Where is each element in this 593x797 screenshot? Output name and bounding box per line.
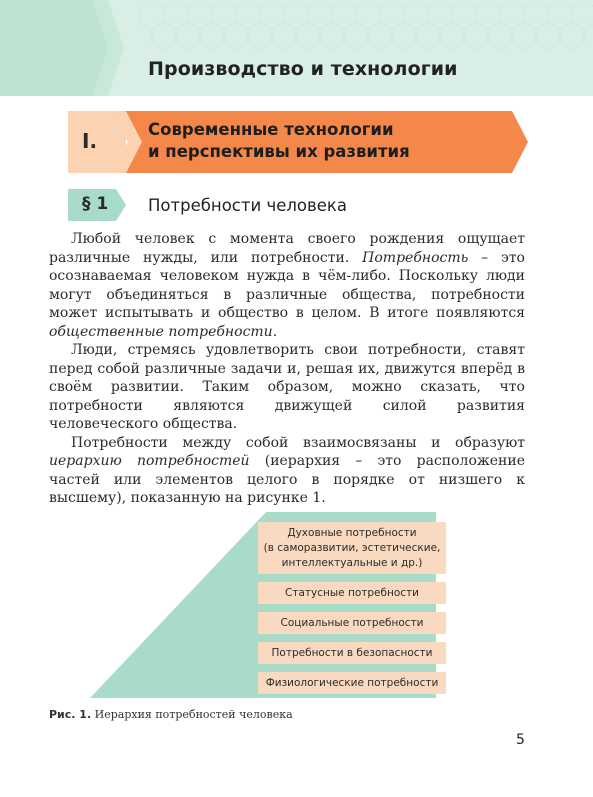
level-spiritual-line3: интеллектуальные и др.) — [281, 556, 423, 569]
section-title: Потребности человека — [148, 196, 347, 215]
paragraph-3 — [49, 434, 525, 508]
chapter-banner — [0, 0, 593, 96]
level-spiritual-line1: Духовные потребности — [287, 526, 417, 539]
caption-text: Иерархия потребностей человека — [91, 708, 293, 721]
paragraph-2: Люди, стремясь удовлетворить свои потребности, ставят перед собой различные задачи и, решая их, движутся вперёд в своём развитии. Таким образом, можно сказать, что потребности являются движущей силой развития человеческого общества. — [49, 342, 525, 432]
chapter-title-line1: Современные технологии — [148, 120, 394, 139]
term-hierarchy: иерархию потребностей — [49, 453, 250, 469]
banner-pattern — [0, 0, 593, 96]
level-spiritual-line2: (в саморазвитии, эстетические, — [263, 541, 441, 554]
pyramid-level-safety: Потребности в безопасности — [258, 642, 446, 664]
section-badge — [68, 189, 126, 221]
figure-caption — [49, 708, 293, 721]
body-text — [49, 230, 525, 508]
section-number: § 1 — [82, 194, 109, 214]
caption-label: Рис. 1. — [49, 708, 92, 721]
chapter-title — [148, 119, 508, 163]
p1-text-b: – это осознаваемая человеком нужда в чём-либо. Поскольку люди могут объединяться в различные общества, потребности может испытывать и общество в целом. В итоге появляются — [49, 249, 525, 321]
banner-title: Производство и технологии — [148, 58, 458, 80]
p3-text-a: Потребности между собой взаимосвязаны и образуют — [71, 434, 525, 451]
chapter-title-line2: и перспективы их развития — [148, 142, 410, 161]
p1-text-c: . — [272, 323, 278, 340]
chapter-heading — [68, 111, 528, 173]
p3-text-b: (иерархия – это расположение частей или элементов целого в порядке от низшего к высшему), показанную на рисунке 1. — [49, 453, 525, 506]
chapter-number: I. — [82, 129, 98, 153]
term-social-needs: общественные потребности — [49, 323, 273, 340]
paragraph-1 — [49, 230, 525, 341]
pyramid-level-spiritual — [258, 522, 446, 574]
page-number: 5 — [516, 732, 525, 748]
pyramid-level-social: Социальные потребности — [258, 612, 446, 634]
p1-text-a: Любой человек с момента своего рождения ощущает различные нужды, или потребности. — [49, 231, 525, 266]
term-need: Потребность — [362, 249, 469, 266]
pyramid-level-status: Статусные потребности — [258, 582, 446, 604]
pyramid-level-physiological: Физиологические потребности — [258, 672, 446, 694]
